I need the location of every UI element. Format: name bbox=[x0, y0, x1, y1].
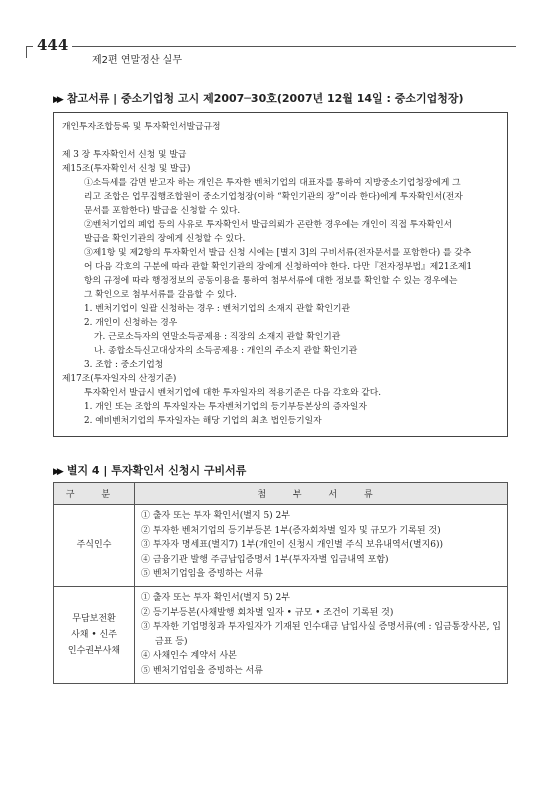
document-item: ② 투자한 벤처기업의 등기부등본 1부(증자회차별 일자 및 규모가 기록된 것) bbox=[141, 525, 441, 536]
reg-line: 나. 종합소득신고대상자의 소득공제용 : 개인의 주소지 관할 확인기관 bbox=[94, 346, 358, 356]
section1-heading bbox=[53, 90, 464, 106]
reg-line: 발급을 확인기관의 장에게 신청할 수 있다. bbox=[84, 234, 246, 244]
header-tick bbox=[26, 46, 27, 58]
table-row bbox=[54, 586, 508, 683]
reg-line: 리고 조합은 업무집행조합원이 중소기업청장(이하 “확인기관의 장”이라 한다)에게 투자확인서(전자 bbox=[84, 192, 463, 202]
reg-line: 그 확인으로 첨부서류를 갈음할 수 있다. bbox=[84, 290, 237, 300]
reg-line: 제15조(투자확인서 신청 및 발급) bbox=[62, 164, 191, 174]
section2-title: 별지 4 | 투자확인서 신청시 구비서류 bbox=[66, 464, 247, 477]
reg-line: ③제1항 및 제2항의 투자확인서 발급 신청 시에는 [별지 3]의 구비서류(전자문서를 포함한다) 를 갖추 bbox=[84, 248, 472, 258]
section1-title: 참고서류 | 중소기업청 고시 제2007─30호(2007년 12월 14일 : 중소기업청장) bbox=[66, 92, 464, 105]
document-item: ② 등기부등본(사채발행 회차별 일자 • 규모 • 조건이 기록된 것) bbox=[141, 607, 394, 618]
double-arrow-icon: ▶▶ bbox=[53, 467, 61, 477]
row-category: 주식인수 bbox=[54, 505, 135, 587]
reg-line: 어 다음 각호의 구분에 따라 관할 확인기관의 장에게 신청하여야 한다. 다만『전자정부법』제21조제1 bbox=[84, 262, 473, 272]
page-number: 444 bbox=[33, 36, 72, 54]
reg-line: 제 3 장 투자확인서 신청 및 발급 bbox=[62, 150, 187, 160]
reg-line: 3. 조합 : 중소기업청 bbox=[84, 360, 164, 370]
document-item: 금표 등) bbox=[155, 636, 188, 647]
document-item: ④ 사채인수 계약서 사본 bbox=[141, 651, 237, 662]
document-item: ③ 투자자 명세표(별지7) 1부(개인이 신청시 개인별 주식 보유내역서(별지6)) bbox=[141, 540, 444, 551]
row-category: 무담보전환 사채 • 신주 인수권부사채 bbox=[54, 586, 135, 683]
column-header-documents: 첨 부 서 류 bbox=[135, 483, 508, 505]
part-title: 제2편 연말정산 실무 bbox=[92, 55, 182, 66]
reg-line: 1. 개인 또는 조합의 투자일자는 투자벤처기업의 등기부등본상의 증자일자 bbox=[84, 402, 367, 412]
regulation-box bbox=[53, 112, 508, 437]
table-row bbox=[54, 505, 508, 587]
document-item: ① 출자 또는 투자 확인서(별지 5) 2부 bbox=[141, 592, 290, 603]
reg-line: 2. 예비벤처기업의 투자일자는 해당 기업의 최초 법인등기일자 bbox=[84, 416, 322, 426]
reg-line: ②벤처기업의 폐업 등의 사유로 투자확인서 발급의뢰가 곤란한 경우에는 개인이 직접 투자확인서 bbox=[84, 220, 453, 230]
header-rule bbox=[26, 46, 516, 47]
document-item: ⑤ 벤처기업임을 증빙하는 서류 bbox=[141, 569, 263, 580]
reg-line: 2. 개인이 신청하는 경우 bbox=[84, 318, 178, 328]
document-item: ④ 금융기관 발행 주금납입증명서 1부(투자자별 입금내역 포함) bbox=[141, 554, 389, 565]
reg-line: 1. 벤처기업이 일괄 신청하는 경우 : 벤처기업의 소재지 관할 확인기관 bbox=[84, 304, 350, 314]
column-header-category: 구 분 bbox=[54, 483, 135, 505]
document-item: ① 출자 또는 투자 확인서(별지 5) 2부 bbox=[141, 511, 290, 521]
reg-line: 개인투자조합등록 및 투자확인서발급규정 bbox=[62, 122, 221, 132]
document-item: ③ 투자한 기업명칭과 투자일자가 기재된 인수대금 납입사실 증명서류(예 : 입금통장사본, 입 bbox=[141, 622, 501, 633]
document-item: ⑤ 벤처기업임을 증빙하는 서류 bbox=[141, 665, 263, 676]
reg-line: 제17조(투자일자의 산정기준) bbox=[62, 374, 177, 384]
row-documents bbox=[135, 586, 508, 683]
reg-line: 문서를 포함한다) 발급을 신청할 수 있다. bbox=[84, 206, 241, 216]
reg-line: 항의 규정에 따라 행정정보의 공동이용을 통하여 첨부서류에 대한 정보를 확인할 수 있는 경우에는 bbox=[84, 276, 458, 286]
section2-heading bbox=[53, 462, 246, 478]
attachments-table bbox=[53, 482, 508, 684]
reg-line bbox=[62, 134, 499, 148]
double-arrow-icon: ▶▶ bbox=[53, 95, 61, 105]
reg-line: 가. 근로소득자의 연말소득공제용 : 직장의 소재지 관할 확인기관 bbox=[94, 332, 341, 342]
reg-line: ①소득세를 감면 받고자 하는 개인은 투자한 벤처기업의 대표자를 통하여 지방중소기업청장에게 그 bbox=[84, 178, 461, 188]
table-header-row bbox=[54, 483, 508, 505]
reg-line: 투자확인서 발급시 벤처기업에 대한 투자일자의 적용기준은 다음 각호와 같다. bbox=[84, 388, 382, 398]
row-documents bbox=[135, 505, 508, 587]
